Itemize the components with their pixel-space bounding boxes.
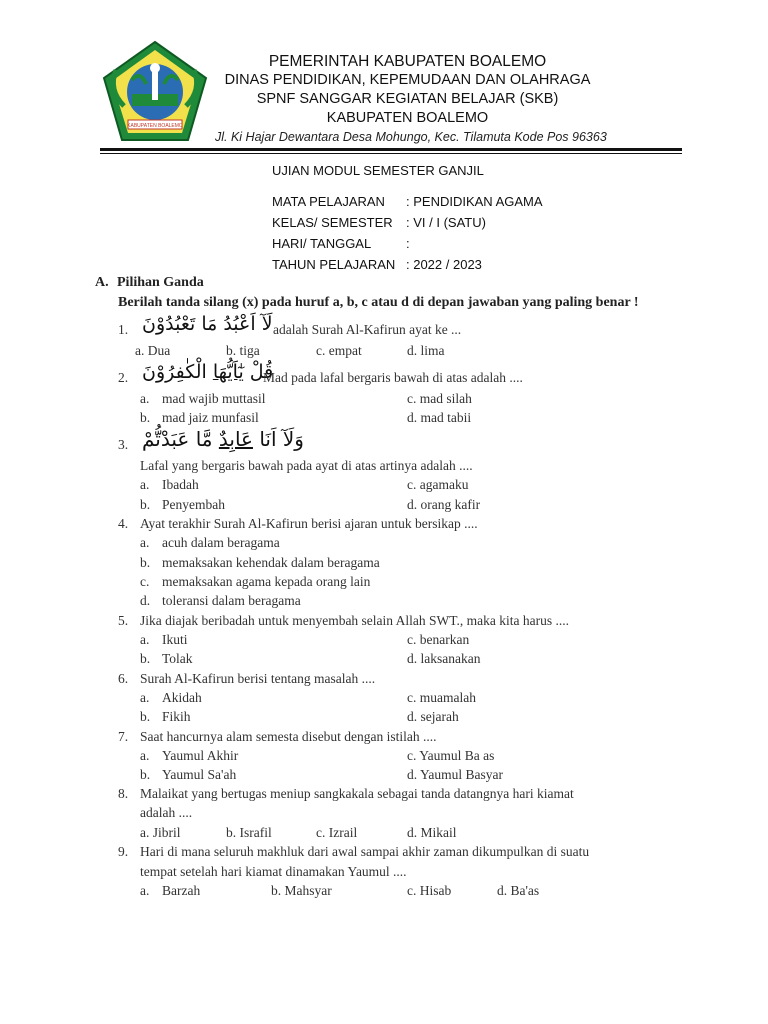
info-key: MATA PELAJARAN bbox=[272, 194, 385, 209]
option: a. Dua bbox=[135, 343, 171, 358]
option-letter: a. bbox=[140, 632, 150, 647]
letterhead-line-3: SPNF SANGGAR KEGIATAN BELAJAR (SKB) bbox=[256, 91, 559, 107]
option-text: mad wajib muttasil bbox=[162, 391, 266, 406]
option-text: Ikuti bbox=[162, 632, 188, 647]
question-number: 5. bbox=[118, 613, 129, 628]
option-text: toleransi dalam beragama bbox=[162, 593, 301, 608]
option-text: Tolak bbox=[162, 651, 193, 666]
option bbox=[140, 748, 238, 764]
question-number: 2. bbox=[118, 370, 129, 385]
question-number: 7. bbox=[118, 729, 129, 744]
option-letter: b. bbox=[140, 410, 151, 425]
option bbox=[140, 410, 259, 426]
option bbox=[140, 632, 188, 648]
option bbox=[140, 535, 280, 551]
arabic-verse bbox=[142, 427, 304, 451]
option: d. Ba'as bbox=[497, 883, 540, 898]
option: d. orang kafir bbox=[407, 497, 481, 512]
exam-title: UJIAN MODUL SEMESTER GANJIL bbox=[272, 163, 484, 178]
option: c. Hisab bbox=[407, 883, 452, 898]
question-text: Malaikat yang bertugas meniup sangkakala sebagai tanda datangnya hari kiamat bbox=[140, 786, 574, 801]
question-number: 4. bbox=[118, 516, 129, 531]
arabic-rest: الْكٰفِرُوْنَ bbox=[142, 361, 213, 383]
option-text: Yaumul Sa'ah bbox=[162, 767, 237, 782]
option-text: Akidah bbox=[162, 690, 202, 705]
option-text: acuh dalam beragama bbox=[162, 535, 280, 550]
section-title: Pilihan Ganda bbox=[117, 275, 204, 290]
info-key: TAHUN PELAJARAN bbox=[272, 257, 396, 272]
option: d. lima bbox=[407, 343, 445, 358]
option-letter: c. bbox=[140, 574, 150, 589]
question-text: adalah Surah Al-Kafirun ayat ke ... bbox=[273, 322, 462, 337]
letterhead-line-1: PEMERINTAH KABUPATEN BOALEMO bbox=[268, 53, 547, 70]
svg-text:KABUPATEN BOALEMO: KABUPATEN BOALEMO bbox=[127, 123, 183, 129]
option: c. benarkan bbox=[407, 632, 470, 647]
section-letter: A. bbox=[95, 275, 109, 290]
question-text: Lafal yang bergaris bawah pada ayat di atas artinya adalah .... bbox=[140, 458, 473, 473]
option: c. muamalah bbox=[407, 690, 476, 705]
option-letter: a. bbox=[140, 883, 150, 898]
option-letter: b. bbox=[140, 651, 151, 666]
arabic-plain: وَلَآ اَنَا bbox=[252, 427, 304, 451]
question-text: Mad pada lafal bergaris bawah di atas adalah .... bbox=[263, 370, 523, 385]
option bbox=[140, 767, 236, 783]
option-letter: b. bbox=[140, 767, 151, 782]
option bbox=[140, 651, 193, 667]
option bbox=[140, 593, 301, 609]
option-letter: a. bbox=[140, 477, 150, 492]
info-value: : PENDIDIKAN AGAMA bbox=[406, 194, 543, 209]
question-text-cont: tempat setelah hari kiamat dinamakan Yaumul .... bbox=[140, 864, 407, 879]
option-text: mad jaiz munfasil bbox=[162, 410, 259, 425]
option: c. mad silah bbox=[407, 391, 472, 406]
question-text: Ayat terakhir Surah Al-Kafirun berisi ajaran untuk bersikap .... bbox=[140, 516, 478, 531]
option: d. Yaumul Basyar bbox=[407, 767, 504, 782]
option-letter: a. bbox=[140, 535, 150, 550]
option bbox=[140, 690, 202, 706]
option: c. agamaku bbox=[407, 477, 469, 492]
instruction: Berilah tanda silang (x) pada huruf a, b, c atau d di depan jawaban yang paling benar ! bbox=[118, 295, 639, 310]
option-text: memaksakan kehendak dalam beragama bbox=[162, 555, 380, 570]
option-letter: b. bbox=[140, 497, 151, 512]
section-heading bbox=[95, 275, 204, 291]
option-letter: a. bbox=[140, 748, 150, 763]
option bbox=[140, 574, 370, 590]
question-text: Surah Al-Kafirun berisi tentang masalah .... bbox=[140, 671, 376, 686]
option bbox=[140, 497, 225, 513]
info-row-date bbox=[272, 236, 410, 251]
info-value: : 2022 / 2023 bbox=[406, 257, 482, 272]
question-number: 8. bbox=[118, 786, 129, 801]
option bbox=[140, 709, 191, 725]
info-value: : bbox=[406, 236, 410, 251]
question-number: 9. bbox=[118, 844, 129, 859]
option-letter: b. bbox=[140, 555, 151, 570]
letterhead-rule-thin bbox=[100, 153, 682, 154]
option-text: Fikih bbox=[162, 709, 191, 724]
arabic-underlined: يٰٓاَيُّهَا bbox=[212, 361, 244, 383]
option: d. laksanakan bbox=[407, 651, 481, 666]
arabic-verse bbox=[142, 361, 273, 383]
option-text: Barzah bbox=[162, 883, 201, 898]
option-letter: d. bbox=[140, 593, 151, 608]
option: d. mad tabii bbox=[407, 410, 472, 425]
option bbox=[140, 391, 266, 407]
info-row-class bbox=[272, 215, 486, 230]
info-key: KELAS/ SEMESTER bbox=[272, 215, 393, 230]
info-value: : VI / I (SATU) bbox=[406, 215, 486, 230]
option: b. Mahsyar bbox=[271, 883, 332, 898]
info-key: HARI/ TANGGAL bbox=[272, 236, 372, 251]
boalemo-logo bbox=[102, 40, 208, 144]
option: c. Izrail bbox=[316, 825, 358, 840]
info-row-subject bbox=[272, 194, 543, 209]
question-text: Saat hancurnya alam semesta disebut dengan istilah .... bbox=[140, 729, 437, 744]
arabic-plain: قُلْ bbox=[243, 361, 274, 383]
option bbox=[140, 555, 380, 571]
arabic-underlined: عَابِدٌ bbox=[218, 427, 253, 451]
option: c. empat bbox=[316, 343, 362, 358]
option: d. Mikail bbox=[407, 825, 457, 840]
letterhead-line-4: KABUPATEN BOALEMO bbox=[326, 110, 489, 126]
option-text: Ibadah bbox=[162, 477, 199, 492]
question-text: Jika diajak beribadah untuk menyembah selain Allah SWT., maka kita harus .... bbox=[140, 613, 570, 628]
question-text-cont: adalah .... bbox=[140, 805, 193, 820]
letterhead-rule-thick bbox=[100, 148, 682, 151]
info-row-year bbox=[272, 257, 482, 272]
option: b. Israfil bbox=[226, 825, 272, 840]
letterhead-address: Jl. Ki Hajar Dewantara Desa Mohungo, Kec. Tilamuta Kode Pos 96363 bbox=[215, 130, 607, 144]
letterhead bbox=[215, 52, 607, 147]
option bbox=[140, 883, 200, 899]
arabic-rest: مَّا عَبَدْتُّمْ bbox=[142, 427, 219, 451]
question-number: 3. bbox=[118, 437, 129, 452]
option-letter: a. bbox=[140, 690, 150, 705]
option-letter: b. bbox=[140, 709, 151, 724]
letterhead-line-2: DINAS PENDIDIKAN, KEPEMUDAAN DAN OLAHRAGA bbox=[224, 72, 591, 88]
option: b. tiga bbox=[226, 343, 260, 358]
question-number: 1. bbox=[118, 322, 129, 337]
option-text: Yaumul Akhir bbox=[162, 748, 239, 763]
option bbox=[140, 477, 199, 493]
question-text: Hari di mana seluruh makhluk dari awal sampai akhir zaman dikumpulkan di suatu bbox=[140, 844, 590, 859]
arabic-verse: لَآ اَعْبُدُ مَا تَعْبُدُوْنَ bbox=[142, 313, 273, 335]
option: d. sejarah bbox=[407, 709, 459, 724]
question-number: 6. bbox=[118, 671, 129, 686]
option-text: memaksakan agama kepada orang lain bbox=[162, 574, 371, 589]
option-text: Penyembah bbox=[162, 497, 225, 512]
option-letter: a. bbox=[140, 391, 150, 406]
option: c. Yaumul Ba as bbox=[407, 748, 495, 763]
option: a. Jibril bbox=[140, 825, 181, 840]
